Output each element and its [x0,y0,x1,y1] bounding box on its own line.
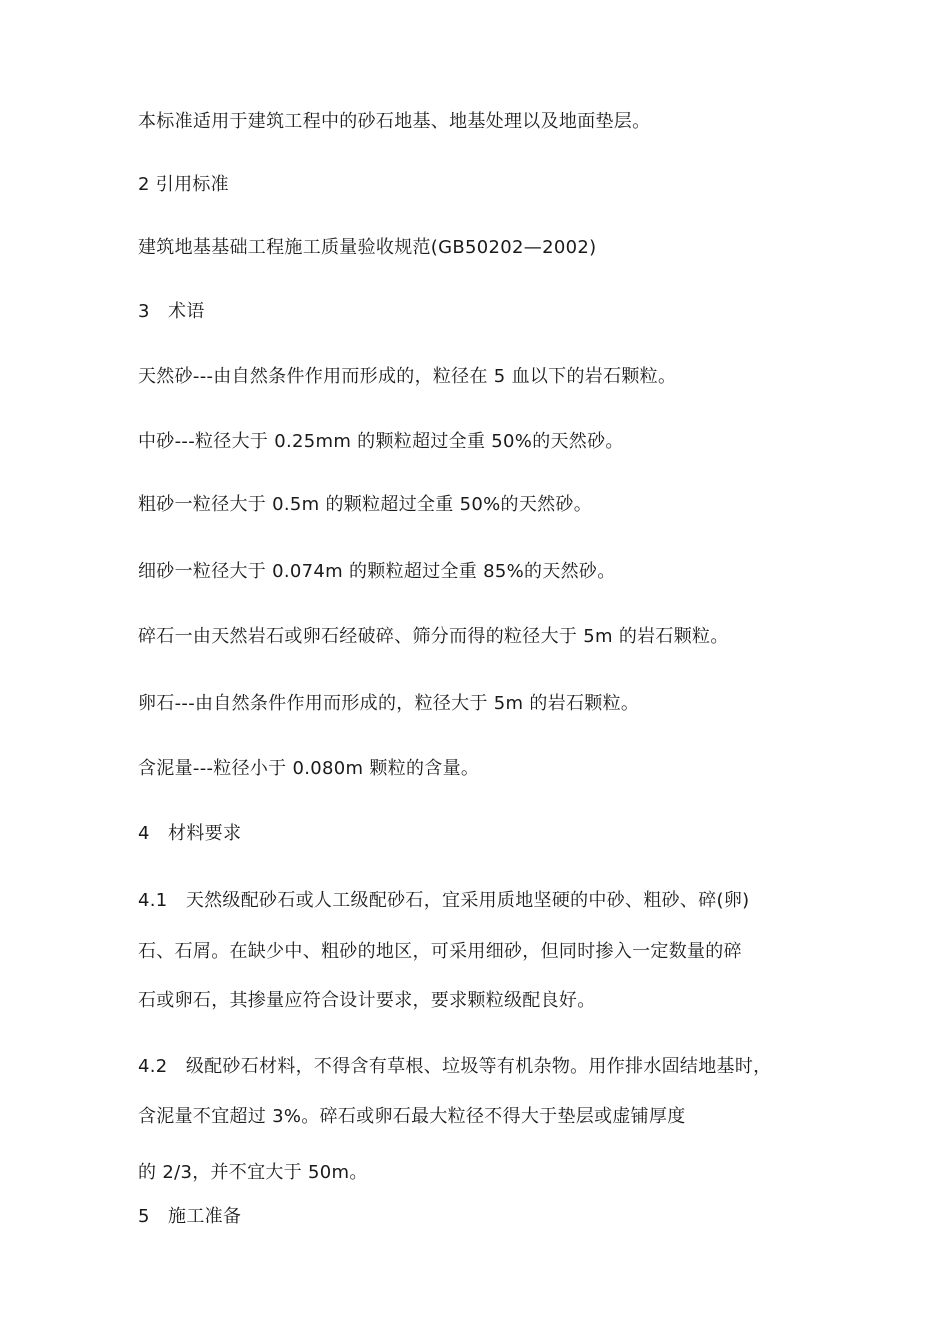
clause-4-1-line-1: 4.1 天然级配砂石或人工级配砂石，宜采用质地坚硬的中砂、粗砂、碎(卵) [138,890,750,911]
term-mud-content: 含泥量---粒径小于 0.080m 颗粒的含量。 [138,758,480,779]
section-heading-preparation: 5 施工准备 [138,1206,242,1227]
clause-4-2-line-1: 4.2 级配砂石材料，不得含有草根、垃圾等有机杂物。用作排水固结地基时， [138,1056,772,1077]
term-coarse-sand: 粗砂一粒径大于 0.5m 的颗粒超过全重 50%的天然砂。 [138,494,593,515]
clause-4-1-line-2: 石、石屑。在缺少中、粗砂的地区，可采用细砂，但同时掺入一定数量的碎 [138,941,742,962]
term-pebble: 卵石---由自然条件作用而形成的，粒径大于 5m 的岩石颗粒。 [138,693,640,714]
term-natural-sand: 天然砂---由自然条件作用而形成的，粒径在 5 血以下的岩石颗粒。 [138,366,677,387]
section-heading-references: 2 引用标准 [138,174,229,195]
clause-4-2-line-3: 的 2/3，并不宜大于 50m。 [138,1162,368,1183]
reference-standard: 建筑地基基础工程施工质量验收规范(GB50202—2002) [138,237,597,258]
section-heading-materials: 4 材料要求 [138,823,242,844]
term-fine-sand: 细砂一粒径大于 0.074m 的颗粒超过全重 85%的天然砂。 [138,561,616,582]
section-heading-terms: 3 术语 [138,301,205,322]
term-medium-sand: 中砂---粒径大于 0.25mm 的颗粒超过全重 50%的天然砂。 [138,431,624,452]
clause-4-2-line-2: 含泥量不宜超过 3%。碎石或卵石最大粒径不得大于垫层或虚铺厚度 [138,1106,686,1127]
clause-4-1-line-3: 石或卵石，其掺量应符合设计要求，要求颗粒级配良好。 [138,990,596,1011]
term-crushed-stone: 碎石一由天然岩石或卵石经破碎、筛分而得的粒径大于 5m 的岩石颗粒。 [138,626,729,647]
scope-text: 本标准适用于建筑工程中的砂石地基、地基处理以及地面垫层。 [138,111,651,132]
